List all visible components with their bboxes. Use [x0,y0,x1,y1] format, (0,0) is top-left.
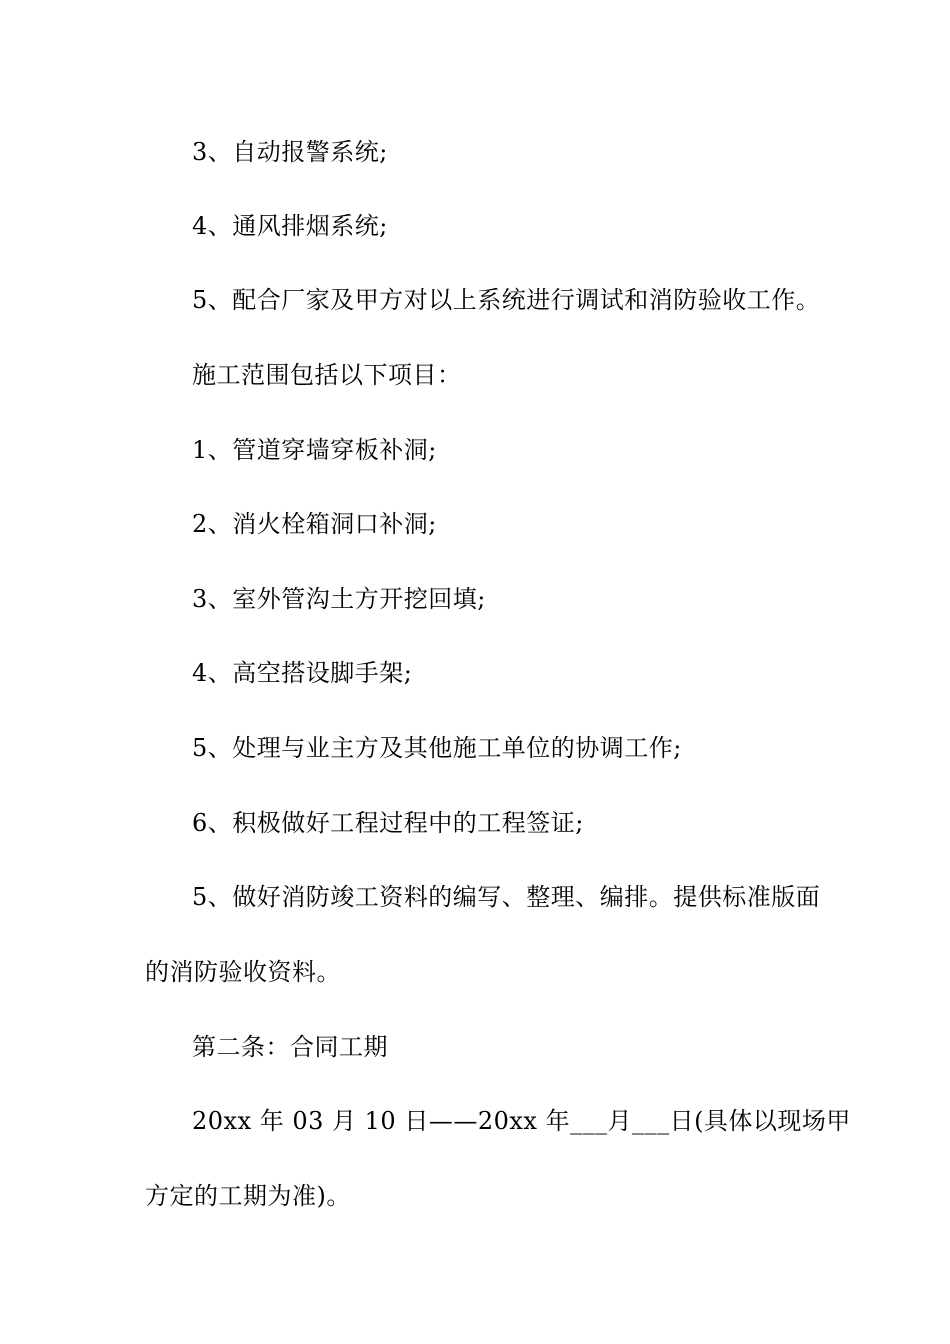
item-auto-alarm-system: 3、自动报警系统; [192,138,388,166]
contract-period-line-cont: 方定的工期为准)。 [145,1182,351,1210]
scope-item-coordination: 5、处理与业主方及其他施工单位的协调工作; [192,734,682,762]
scope-item-pipe-holes: 1、管道穿墙穿板补洞; [192,436,437,464]
scope-item-trench-backfill: 3、室外管沟土方开挖回填; [192,585,486,613]
item-debug-acceptance: 5、配合厂家及甲方对以上系统进行调试和消防验收工作。 [192,286,821,314]
scope-item-visa: 6、积极做好工程过程中的工程签证; [192,809,584,837]
scope-item-hydrant-holes: 2、消火栓箱洞口补洞; [192,510,437,538]
contract-period-line: 20xx 年 03 月 10 日——20xx 年___月___日(具体以现场甲 [192,1107,851,1135]
scope-item-completion-docs: 5、做好消防竣工资料的编写、整理、编排。提供标准版面 [192,883,821,911]
construction-scope-heading: 施工范围包括以下项目： [192,361,462,389]
article-two-heading: 第二条：合同工期 [192,1033,388,1061]
scope-item-completion-docs-cont: 的消防验收资料。 [145,958,341,986]
item-ventilation-smoke-system: 4、通风排烟系统; [192,212,388,240]
scope-item-scaffolding: 4、高空搭设脚手架; [192,659,413,687]
